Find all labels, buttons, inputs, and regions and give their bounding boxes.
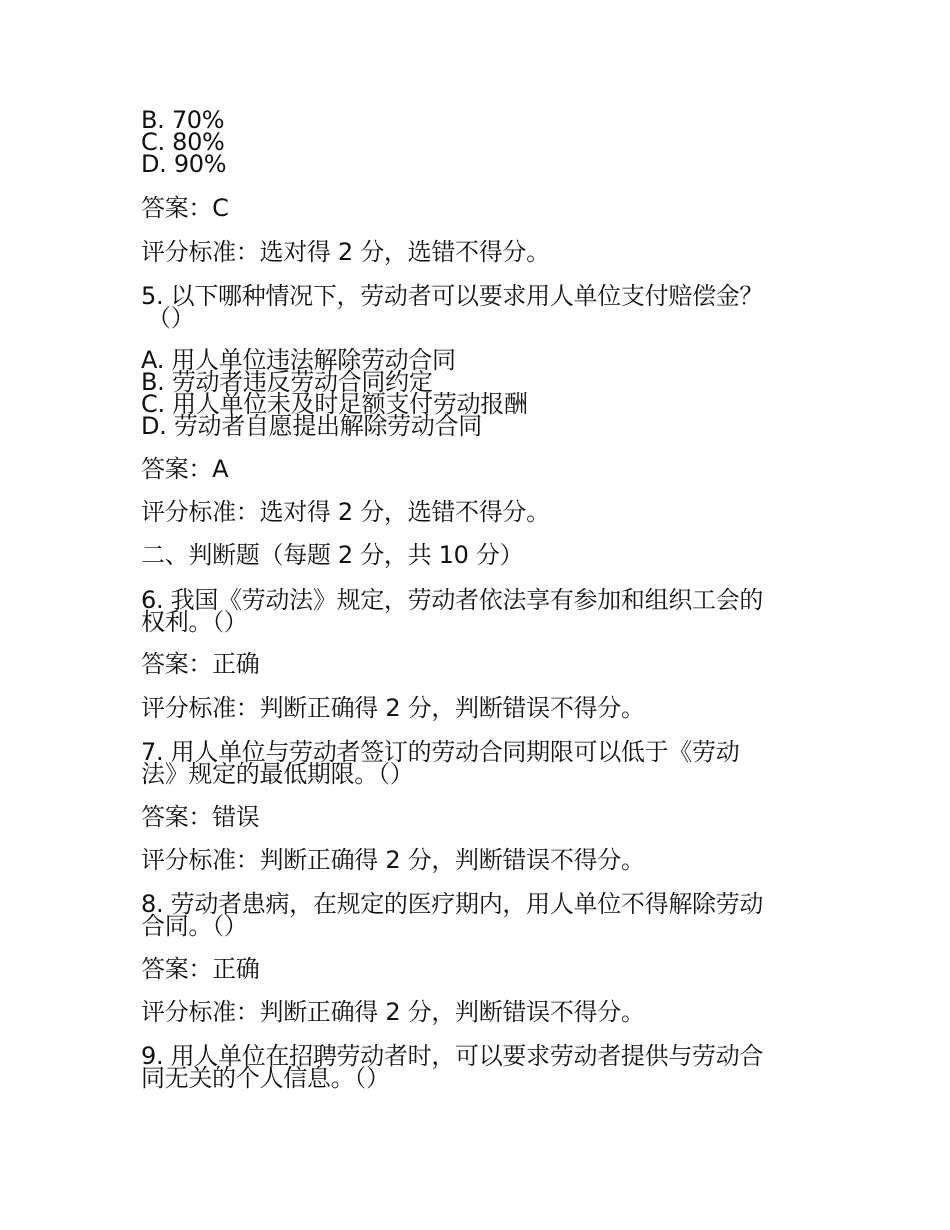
q5-option-d: D. 劳动者自愿提出解除劳动合同 bbox=[141, 412, 482, 440]
q5-stem-line1: 5. 以下哪种情况下，劳动者可以要求用人单位支付赔偿金？ bbox=[141, 282, 764, 310]
q8-stem-line2: 合同。（） bbox=[141, 912, 248, 940]
q6-scoring: 评分标准：判断正确得 2 分，判断错误不得分。 bbox=[141, 694, 645, 722]
q9-stem-line2: 同无关的个人信息。（） bbox=[141, 1064, 390, 1092]
q6-answer: 答案：正确 bbox=[141, 650, 260, 678]
q4-scoring: 评分标准：选对得 2 分，选错不得分。 bbox=[141, 238, 550, 266]
q4-option-c: C. 80% bbox=[141, 128, 225, 156]
q7-stem-line1: 7. 用人单位与劳动者签订的劳动合同期限可以低于《劳动 bbox=[141, 738, 740, 766]
q6-stem-line2: 权利。（） bbox=[141, 608, 248, 636]
q5-option-c: C. 用人单位未及时足额支付劳动报酬 bbox=[141, 390, 528, 418]
section2-heading: 二、判断题（每题 2 分，共 10 分） bbox=[141, 541, 524, 569]
q6-stem-line1: 6. 我国《劳动法》规定，劳动者依法享有参加和组织工会的 bbox=[141, 586, 764, 614]
q5-stem-line2: （） bbox=[147, 304, 195, 332]
q7-stem-line2: 法》规定的最低期限。（） bbox=[141, 760, 414, 788]
q8-scoring: 评分标准：判断正确得 2 分，判断错误不得分。 bbox=[141, 998, 645, 1026]
q5-option-b: B. 劳动者违反劳动合同约定 bbox=[141, 368, 433, 396]
q8-answer: 答案：正确 bbox=[141, 955, 260, 983]
q9-stem-line1: 9. 用人单位在招聘劳动者时，可以要求劳动者提供与劳动合 bbox=[141, 1042, 764, 1070]
q5-option-a: A. 用人单位违法解除劳动合同 bbox=[141, 346, 456, 374]
q4-option-d: D. 90% bbox=[141, 150, 227, 178]
q7-scoring: 评分标准：判断正确得 2 分，判断错误不得分。 bbox=[141, 846, 645, 874]
q4-option-b: B. 70% bbox=[141, 106, 225, 134]
q8-stem-line1: 8. 劳动者患病，在规定的医疗期内，用人单位不得解除劳动 bbox=[141, 890, 764, 918]
q7-answer: 答案：错误 bbox=[141, 803, 260, 831]
q4-answer: 答案：C bbox=[141, 194, 229, 222]
q5-scoring: 评分标准：选对得 2 分，选错不得分。 bbox=[141, 498, 550, 526]
q5-answer: 答案：A bbox=[141, 455, 229, 483]
